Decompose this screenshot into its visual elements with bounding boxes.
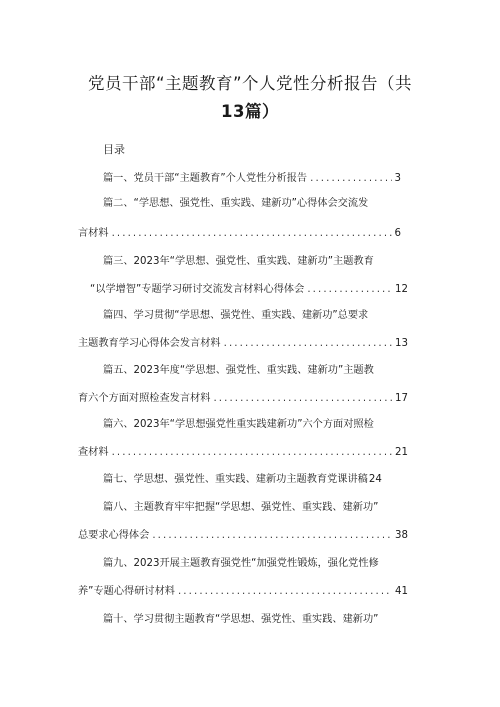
toc-entry-10-title[interactable]: 篇十、学习贯彻主题教育“学思想、强党性、重实践、建新功”: [103, 614, 379, 625]
toc-entry-9[interactable]: [78, 584, 408, 600]
toc-leader-dots: [152, 528, 392, 544]
toc-entry-4-title[interactable]: 篇四、学习贯彻“学思想、强党性、重实践、建新功”总要求: [103, 310, 369, 321]
toc-entry-1-title: 篇一、党员干部“主题教育”个人党性分析报告: [103, 173, 308, 184]
toc-entry-4[interactable]: [78, 336, 408, 352]
toc-leader-dots: [213, 391, 392, 407]
toc-entry-6-title-cont: 查材料: [78, 447, 109, 458]
toc-entry-8-title[interactable]: 篇八、主题教育牢牢把握“学思想、强党性、重实践、建新功”: [103, 502, 379, 513]
toc-entry-1-page: 3: [394, 173, 401, 184]
title-line-1: 党员干部“主题教育”个人党性分析报告（共: [87, 74, 413, 93]
toc-entry-6[interactable]: [78, 445, 408, 461]
toc-entry-9-page: 41: [395, 586, 408, 597]
toc-entry-7-page: 24: [368, 474, 382, 485]
toc-leader-dots: [112, 445, 392, 461]
toc-entry-2-title-cont: 言材料: [78, 228, 109, 239]
toc-entry-1[interactable]: [103, 171, 401, 187]
toc-leader-dots: [307, 282, 392, 298]
toc-entry-8-title-cont: 总要求心得体会: [78, 530, 150, 541]
toc-entry-5-title-cont: 育六个方面对照检查发言材料: [78, 393, 211, 404]
toc-leader-dots: [224, 336, 392, 352]
title-line-2: 13篇）: [221, 102, 279, 121]
toc-entry-8[interactable]: [78, 528, 408, 544]
toc-entry-6-page: 21: [395, 447, 408, 458]
toc-entry-4-title-cont: 主题教育学习心得体会发言材料: [78, 338, 221, 349]
toc-entry-5-page: 17: [395, 393, 408, 404]
toc-leader-dots: [178, 584, 392, 600]
toc-entry-5-title[interactable]: 篇五、2023年度“学思想、强党性、重实践、建新功”主题教: [103, 365, 374, 376]
document-title: [40, 70, 460, 126]
toc-leader-dots: [310, 171, 391, 187]
toc-entry-3-title[interactable]: 篇三、2023年“学思想、强党性、重实践、建新功”主题教育: [103, 256, 374, 267]
toc-entry-9-title-cont: 养”专题心得研讨材料: [78, 586, 175, 597]
toc-entry-4-page: 13: [395, 338, 408, 349]
toc-entry-3-page: 12: [395, 284, 408, 295]
toc-entry-2[interactable]: [78, 226, 401, 242]
toc-entry-8-page: 38: [395, 530, 408, 541]
toc-entry-5[interactable]: [78, 391, 408, 407]
toc-entry-6-title[interactable]: 篇六、2023年“学思想强党性重实践建新功”六个方面对照检: [103, 419, 374, 430]
toc-entry-2-title[interactable]: 篇二、“学思想、强党性、重实践、建新功”心得体会交流发: [103, 198, 369, 209]
toc-entry-9-title[interactable]: 篇九、2023开展主题教育强党性“加强党性锻炼，强化党性修: [103, 558, 379, 569]
toc-entry-7[interactable]: [103, 472, 408, 488]
toc-entry-2-page: 6: [394, 228, 401, 239]
toc-heading: 目录: [103, 143, 125, 156]
toc-entry-3[interactable]: [90, 282, 408, 298]
toc-entry-3-title-cont: “以学增智”专题学习研讨交流发言材料心得体会: [90, 284, 305, 295]
toc-entry-7-title: 篇七、学思想、强党性、重实践、建新功主题教育党课讲稿: [103, 474, 368, 485]
toc-leader-dots: [112, 226, 392, 242]
